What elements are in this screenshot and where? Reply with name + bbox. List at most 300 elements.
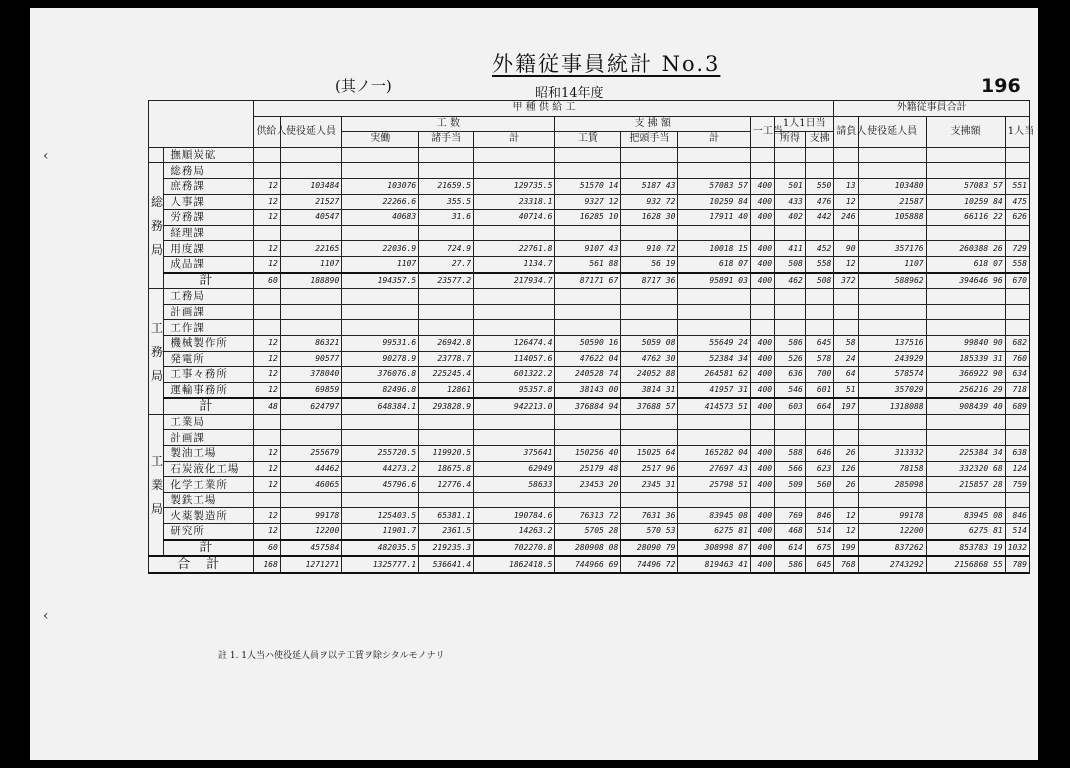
table-cell (254, 163, 280, 179)
table-row (149, 194, 1030, 210)
table-cell (419, 225, 474, 241)
table-cell: 103484 (280, 178, 342, 194)
table-cell: 12 (254, 210, 280, 226)
table-cell: 58 (834, 335, 858, 351)
table-cell: 285098 (858, 477, 926, 493)
table-cell: 718 (1005, 382, 1029, 398)
table-cell: 103076 (342, 178, 419, 194)
table-cell (858, 492, 926, 508)
table-cell: 400 (750, 398, 774, 414)
table-cell (474, 430, 555, 446)
table-cell (805, 492, 834, 508)
footnote: 註 1. 1人当ハ使役延人員ヲ以テ工賃ヲ除シタルモノナリ (218, 651, 445, 661)
table-cell: 99531.6 (342, 335, 419, 351)
row-label: 工作課 (164, 320, 254, 336)
table-cell (678, 430, 751, 446)
table-cell: 566 (775, 461, 806, 477)
table-cell (834, 492, 858, 508)
table-cell: 126474.4 (474, 335, 555, 351)
table-cell (678, 147, 751, 163)
table-cell: 60 (254, 273, 280, 289)
table-cell: 21587 (858, 194, 926, 210)
table-cell: 853783 19 (926, 540, 1005, 557)
table-cell: 601 (805, 382, 834, 398)
table-cell (474, 320, 555, 336)
table-cell: 22266.6 (342, 194, 419, 210)
table-cell (858, 320, 926, 336)
document-page (30, 8, 1038, 760)
subtotal-label: 計 (164, 398, 254, 414)
table-cell: 9327 12 (555, 194, 621, 210)
table-cell (805, 289, 834, 305)
table-cell: 14263.2 (474, 524, 555, 540)
table-cell: 636 (775, 367, 806, 383)
table-cell: 400 (750, 446, 774, 462)
row-label: 総務局 (164, 163, 254, 179)
table-cell (1005, 163, 1029, 179)
page-subtitle: 昭和14年度 (535, 86, 604, 101)
table-cell (555, 163, 621, 179)
table-cell: 400 (750, 556, 774, 573)
table-cell (805, 414, 834, 430)
header-wage: 工賃 (555, 132, 621, 148)
table-cell: 618 07 (678, 256, 751, 272)
table-cell (555, 304, 621, 320)
table-cell: 789 (1005, 556, 1029, 573)
table-cell (926, 163, 1005, 179)
table-cell: 414573 51 (678, 398, 751, 414)
table-cell: 1862418.5 (474, 556, 555, 573)
table-cell (750, 163, 774, 179)
table-cell: 44462 (280, 461, 342, 477)
table-cell (419, 163, 474, 179)
table-cell: 5705 28 (555, 524, 621, 540)
table-cell: 508 (805, 273, 834, 289)
table-row (149, 414, 1030, 430)
table-cell: 41957 31 (678, 382, 751, 398)
table-cell: 194357.5 (342, 273, 419, 289)
table-cell: 1325777.1 (342, 556, 419, 573)
table-cell: 675 (805, 540, 834, 557)
page-title: 外籍従事員統計 No.3 (492, 52, 721, 76)
table-cell: 137516 (858, 335, 926, 351)
table-cell (834, 430, 858, 446)
row-label: 計画課 (164, 304, 254, 320)
table-row (149, 351, 1030, 367)
table-cell: 400 (750, 273, 774, 289)
table-cell: 759 (1005, 477, 1029, 493)
row-label: 機械製作所 (164, 335, 254, 351)
row-label: 用度課 (164, 241, 254, 257)
table-cell (280, 320, 342, 336)
table-cell: 546 (775, 382, 806, 398)
table-cell (926, 225, 1005, 241)
table-row (149, 256, 1030, 272)
margin-mark: ‹ (43, 148, 49, 164)
table-cell: 57083 57 (678, 178, 751, 194)
table-cell: 12 (834, 194, 858, 210)
table-cell: 400 (750, 178, 774, 194)
table-cell: 44273.2 (342, 461, 419, 477)
header-total: 計 (474, 132, 555, 148)
table-cell: 724.9 (419, 241, 474, 257)
table-cell: 551 (1005, 178, 1029, 194)
table-row (149, 210, 1030, 226)
table-cell: 55649 24 (678, 335, 751, 351)
table-cell (750, 492, 774, 508)
table-cell: 376076.8 (342, 367, 419, 383)
table-cell (1005, 430, 1029, 446)
table-cell: 66116 22 (926, 210, 1005, 226)
statistics-table (148, 100, 1035, 574)
table-cell: 501 (775, 178, 806, 194)
table-cell: 514 (805, 524, 834, 540)
table-cell: 400 (750, 477, 774, 493)
table-cell: 560 (805, 477, 834, 493)
table-cell: 22036.9 (342, 241, 419, 257)
table-row (149, 320, 1030, 336)
table-cell: 12 (254, 477, 280, 493)
grand-total-row (149, 556, 1030, 573)
table-cell: 90278.9 (342, 351, 419, 367)
table-cell: 12 (254, 351, 280, 367)
row-label: 研究所 (164, 524, 254, 540)
grand-total-label: 合 計 (149, 556, 254, 573)
table-cell (419, 430, 474, 446)
table-cell: 760 (1005, 351, 1029, 367)
table-cell: 400 (750, 382, 774, 398)
table-cell: 12 (254, 508, 280, 524)
table-cell: 570 53 (621, 524, 678, 540)
table-cell (775, 225, 806, 241)
table-cell: 87171 67 (555, 273, 621, 289)
header-paytotal: 計 (678, 132, 751, 148)
table-cell (621, 147, 678, 163)
table-row (149, 446, 1030, 462)
table-cell (858, 414, 926, 430)
table-cell (621, 492, 678, 508)
table-cell: 129735.5 (474, 178, 555, 194)
table-cell: 526 (775, 351, 806, 367)
table-cell: 83945 08 (926, 508, 1005, 524)
table-cell (805, 320, 834, 336)
table-cell (805, 304, 834, 320)
table-cell (926, 430, 1005, 446)
table-cell: 12 (254, 241, 280, 257)
table-cell: 13 (834, 178, 858, 194)
table-cell: 9107 43 (555, 241, 621, 257)
table-cell: 27697 43 (678, 461, 751, 477)
table-cell (254, 304, 280, 320)
table-cell (474, 147, 555, 163)
table-cell: 586 (775, 335, 806, 351)
table-cell: 378040 (280, 367, 342, 383)
table-cell: 103480 (858, 178, 926, 194)
table-cell (926, 492, 1005, 508)
table-cell: 18675.8 (419, 461, 474, 477)
table-cell: 1134.7 (474, 256, 555, 272)
table-cell: 942213.0 (474, 398, 555, 414)
subtotal-row (149, 540, 1030, 557)
row-label: 石炭液化工場 (164, 461, 254, 477)
table-cell: 280908 08 (555, 540, 621, 557)
table-cell: 313332 (858, 446, 926, 462)
table-cell: 12 (254, 446, 280, 462)
table-cell: 618 07 (926, 256, 1005, 272)
table-cell (419, 304, 474, 320)
table-cell: 57083 57 (926, 178, 1005, 194)
table-cell: 400 (750, 524, 774, 540)
table-cell (254, 225, 280, 241)
table-cell (280, 304, 342, 320)
table-cell (775, 304, 806, 320)
table-cell: 74496 72 (621, 556, 678, 573)
table-cell: 3814 31 (621, 382, 678, 398)
table-cell (419, 320, 474, 336)
table-cell (805, 163, 834, 179)
table-cell: 1107 (280, 256, 342, 272)
table-cell (474, 492, 555, 508)
table-cell (678, 225, 751, 241)
table-cell: 372 (834, 273, 858, 289)
table-cell (678, 492, 751, 508)
table-cell: 12 (254, 256, 280, 272)
table-row (149, 508, 1030, 524)
header-perperson: 1人1日当 (775, 116, 834, 132)
table-cell: 12 (254, 524, 280, 540)
table-cell: 400 (750, 335, 774, 351)
table-cell (775, 163, 806, 179)
table-cell (1005, 492, 1029, 508)
table-cell (775, 289, 806, 305)
table-cell: 1032 (1005, 540, 1029, 557)
table-cell: 357029 (858, 382, 926, 398)
table-cell: 23318.1 (474, 194, 555, 210)
table-cell: 558 (805, 256, 834, 272)
table-cell (555, 430, 621, 446)
header-f-staff: 請負人 (834, 116, 858, 147)
table-cell (419, 289, 474, 305)
table-cell: 586 (775, 556, 806, 573)
table-cell: 168 (254, 556, 280, 573)
table-cell: 1628 30 (621, 210, 678, 226)
table-cell: 119920.5 (419, 446, 474, 462)
table-cell (555, 492, 621, 508)
table-cell: 1107 (858, 256, 926, 272)
table-cell (834, 163, 858, 179)
table-cell (834, 304, 858, 320)
row-label: 運輸事務所 (164, 382, 254, 398)
table-cell: 2517 96 (621, 461, 678, 477)
table-cell: 2361.5 (419, 524, 474, 540)
table-cell: 433 (775, 194, 806, 210)
table-row (149, 477, 1030, 493)
table-cell: 82496.8 (342, 382, 419, 398)
table-cell: 10259 84 (678, 194, 751, 210)
table-cell: 400 (750, 241, 774, 257)
table-cell (834, 414, 858, 430)
table-cell: 243929 (858, 351, 926, 367)
table-cell: 21659.5 (419, 178, 474, 194)
table-cell: 21527 (280, 194, 342, 210)
row-label: 計画課 (164, 430, 254, 446)
table-cell: 126 (834, 461, 858, 477)
table-cell: 4762 30 (621, 351, 678, 367)
table-cell (926, 147, 1005, 163)
table-cell: 255679 (280, 446, 342, 462)
table-row (149, 461, 1030, 477)
table-cell: 15025 64 (621, 446, 678, 462)
table-cell: 12 (254, 367, 280, 383)
table-cell: 45796.6 (342, 477, 419, 493)
table-row (149, 178, 1030, 194)
table-cell (342, 320, 419, 336)
table-cell (926, 304, 1005, 320)
table-cell: 52384 34 (678, 351, 751, 367)
table-cell: 99178 (858, 508, 926, 524)
header-f-persondays: 使役延人員 (858, 116, 926, 147)
table-cell: 536641.4 (419, 556, 474, 573)
table-cell: 645 (805, 335, 834, 351)
table-cell (858, 163, 926, 179)
table-cell: 95891 03 (678, 273, 751, 289)
table-cell (342, 304, 419, 320)
table-cell (474, 289, 555, 305)
table-cell: 225384 34 (926, 446, 1005, 462)
table-cell: 588 (775, 446, 806, 462)
table-cell (621, 430, 678, 446)
table-cell: 90577 (280, 351, 342, 367)
header-perday: 一工当 (750, 116, 774, 147)
table-cell: 246 (834, 210, 858, 226)
table-cell: 17911 40 (678, 210, 751, 226)
table-cell: 2743292 (858, 556, 926, 573)
table-cell: 12861 (419, 382, 474, 398)
table-cell (1005, 147, 1029, 163)
table-cell: 5187 43 (621, 178, 678, 194)
header-payment: 支 拂 額 (555, 116, 751, 132)
header-paid: 支拂 (805, 132, 834, 148)
table-cell (926, 289, 1005, 305)
table-row (149, 335, 1030, 351)
table-cell (621, 304, 678, 320)
header-headfee: 把頭手当 (621, 132, 678, 148)
table-cell: 40714.6 (474, 210, 555, 226)
table-cell: 124 (1005, 461, 1029, 477)
table-cell: 400 (750, 461, 774, 477)
table-cell: 744966 69 (555, 556, 621, 573)
table-row (149, 492, 1030, 508)
table-cell: 729 (1005, 241, 1029, 257)
table-cell: 1318088 (858, 398, 926, 414)
table-cell (621, 225, 678, 241)
subtotal-label: 計 (164, 540, 254, 557)
table-cell: 308998 87 (678, 540, 751, 557)
table-cell: 40547 (280, 210, 342, 226)
table-cell: 190784.6 (474, 508, 555, 524)
table-cell: 37688 57 (621, 398, 678, 414)
table-cell: 260388 26 (926, 241, 1005, 257)
table-cell: 50590 16 (555, 335, 621, 351)
table-cell (775, 320, 806, 336)
table-cell: 400 (750, 194, 774, 210)
table-cell (342, 147, 419, 163)
header-persondays: 使役延人員 (280, 116, 342, 147)
row-label: 労務課 (164, 210, 254, 226)
table-cell: 217934.7 (474, 273, 555, 289)
row-label: 製油工場 (164, 446, 254, 462)
table-cell: 114057.6 (474, 351, 555, 367)
table-cell: 56 19 (621, 256, 678, 272)
table-cell: 22165 (280, 241, 342, 257)
bureau-label: 工業局 (149, 414, 164, 556)
table-cell: 58633 (474, 477, 555, 493)
table-cell: 768 (834, 556, 858, 573)
table-cell: 682 (1005, 335, 1029, 351)
table-cell: 509 (775, 477, 806, 493)
table-cell (280, 414, 342, 430)
table-cell: 26 (834, 477, 858, 493)
table-cell: 561 88 (555, 256, 621, 272)
table-cell: 411 (775, 241, 806, 257)
table-cell: 99840 90 (926, 335, 1005, 351)
row-label: 工務局 (164, 289, 254, 305)
header-income: 所得 (775, 132, 806, 148)
table-cell: 26942.8 (419, 335, 474, 351)
table-row (149, 289, 1030, 305)
table-cell: 86321 (280, 335, 342, 351)
table-cell: 670 (1005, 273, 1029, 289)
table-row (149, 304, 1030, 320)
table-cell (1005, 414, 1029, 430)
table-cell (775, 414, 806, 430)
table-cell: 648384.1 (342, 398, 419, 414)
table-cell: 62949 (474, 461, 555, 477)
table-cell: 400 (750, 351, 774, 367)
table-cell (858, 430, 926, 446)
table-cell: 457584 (280, 540, 342, 557)
header-workers: 工 数 (342, 116, 555, 132)
table-cell: 12200 (280, 524, 342, 540)
table-cell: 6275 81 (678, 524, 751, 540)
table-cell (555, 289, 621, 305)
table-cell (621, 163, 678, 179)
table-cell: 588962 (858, 273, 926, 289)
table-cell: 375641 (474, 446, 555, 462)
table-cell (1005, 289, 1029, 305)
table-cell: 51 (834, 382, 858, 398)
header-f-payment: 支拂額 (926, 116, 1005, 147)
table-cell (280, 147, 342, 163)
table-cell: 40683 (342, 210, 419, 226)
header-group-supply: 甲 種 供 給 工 (254, 101, 834, 117)
table-cell: 24052 88 (621, 367, 678, 383)
table-cell: 394646 96 (926, 273, 1005, 289)
table-cell (750, 147, 774, 163)
table-cell: 1107 (342, 256, 419, 272)
header-group-foreign: 外籍従事員合計 (834, 101, 1030, 117)
table-cell: 514 (1005, 524, 1029, 540)
table-cell: 105888 (858, 210, 926, 226)
table-cell (254, 320, 280, 336)
table-cell: 8717 36 (621, 273, 678, 289)
table-cell (805, 147, 834, 163)
table-cell (474, 225, 555, 241)
table-cell: 1271271 (280, 556, 342, 573)
table-cell (678, 289, 751, 305)
table-cell: 442 (805, 210, 834, 226)
table-cell (834, 147, 858, 163)
